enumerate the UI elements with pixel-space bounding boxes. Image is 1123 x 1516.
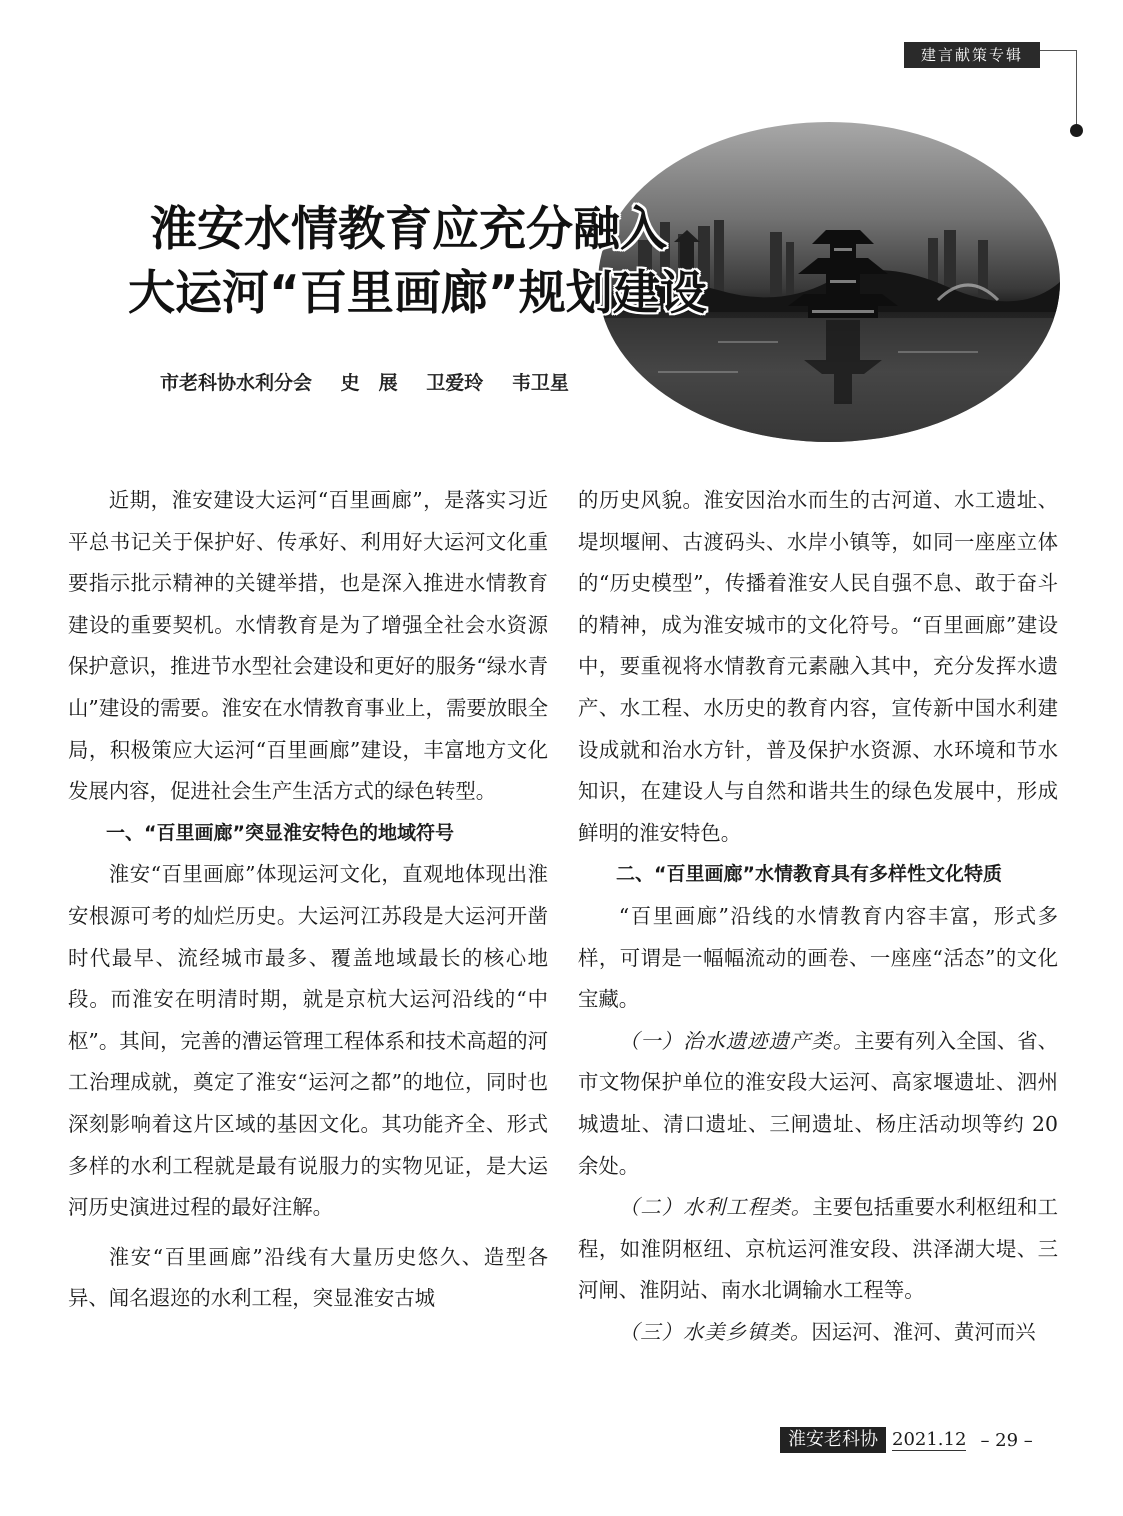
section-heading: 一、“百里画廊”突显淮安特色的地域符号 bbox=[106, 821, 454, 844]
list-item bbox=[578, 1187, 1058, 1312]
tag-dot bbox=[1070, 124, 1083, 137]
list-item bbox=[578, 1312, 1058, 1354]
paragraph: “百里画廊”沿线的水情教育内容丰富，形式多样，可谓是一幅幅流动的画卷、一座座“活态”的文化宝藏。 bbox=[578, 903, 1058, 1012]
body-column-left bbox=[68, 480, 548, 1320]
title-line-1: 淮安水情教育应充分融入 bbox=[150, 202, 667, 257]
page-number: – 29 – bbox=[980, 1429, 1033, 1451]
paragraph: 近期，淮安建设大运河“百里画廊”，是落实习近平总书记关于保护好、传承好、利用好大运河文化重要指示批示精神的关键举措，也是深入推进水情教育建设的重要契机。水情教育是为了增强全社会水资源保护意识，推进节水型社会建设和更好的服务“绿水青山”建设的需要。淮安在水情教育事业上，需要放眼全局，积极策应大运河“百里画廊”建设，丰富地方文化发展内容，促进社会生产生活方式的绿色转型。 bbox=[68, 488, 548, 804]
list-item bbox=[578, 1021, 1058, 1187]
item-label: （二）水利工程类。 bbox=[618, 1195, 813, 1220]
item-label: （一）治水遗迹遗产类。 bbox=[618, 1028, 855, 1053]
item-text: 因运河、淮河、黄河而兴 bbox=[811, 1319, 1036, 1344]
paragraph: 淮安“百里画廊”沿线有大量历史悠久、造型各异、闻名遐迩的水利工程，突显淮安古城 bbox=[68, 1244, 548, 1311]
author-name: 史 展 bbox=[340, 372, 398, 394]
item-text: 主要包括重要水利枢纽和工程，如淮阴枢纽、京杭运河淮安段、洪泽湖大堤、三河闸、淮阴站、南水北调输水工程等。 bbox=[578, 1195, 1059, 1303]
paragraph: 的历史风貌。淮安因治水而生的古河道、水工遗址、堤坝堰闸、古渡码头、水岸小镇等，如同一座座立体的“历史模型”，传播着淮安人民自强不息、敢于奋斗的精神，成为淮安城市的文化符号。“百里画廊”建设中，要重视将水情教育元素融入其中，充分发挥水遗产、水工程、水历史的教育内容，宣传新中国水利建设成就和治水方针，普及保护水资源、水环境和节水知识，在建设人与自然和谐共生的绿色发展中，形成鲜明的淮安特色。 bbox=[578, 488, 1058, 845]
issue-number: 2021.12 bbox=[892, 1429, 967, 1450]
tag-rule-vertical bbox=[1076, 50, 1077, 128]
section-tag: 建言献策专辑 bbox=[904, 42, 1040, 68]
title-line-2: 大运河“百里画廊”规划建设 bbox=[128, 266, 707, 321]
page-footer bbox=[780, 1426, 1033, 1454]
author-line bbox=[160, 368, 640, 395]
author-name: 韦卫星 bbox=[511, 372, 569, 394]
body-column-right bbox=[578, 480, 1058, 1353]
journal-name: 淮安老科协 bbox=[780, 1427, 886, 1453]
item-label: （三）水美乡镇类。 bbox=[618, 1319, 812, 1344]
paragraph: 淮安“百里画廊”体现运河文化，直观地体现出淮安根源可考的灿烂历史。大运河江苏段是大运河开凿时代最早、流经城市最多、覆盖地域最长的核心地段。而淮安在明清时期，就是京杭大运河沿线的“中枢”。其间，完善的漕运管理工程体系和技术高超的河工治理成就，奠定了淮安“运河之都”的地位，同时也深刻影响着这片区域的基因文化。其功能齐全、形式多样的水利工程就是最有说服力的实物见证，是大运河历史演进过程的最好注解。 bbox=[68, 862, 548, 1220]
author-org: 市老科协水利分会 bbox=[160, 372, 313, 394]
section-heading: 二、“百里画廊”水情教育具有多样性文化特质 bbox=[616, 863, 1002, 886]
tag-rule bbox=[1040, 50, 1076, 51]
article-title bbox=[110, 198, 730, 326]
item-text: 主要有列入全国、省、市文物保护单位的淮安段大运河、高家堰遗址、泗州城遗址、清口遗址、三闸遗址、杨庄活动坝等约 20 余处。 bbox=[578, 1028, 1058, 1178]
author-name: 卫爱玲 bbox=[426, 372, 484, 394]
